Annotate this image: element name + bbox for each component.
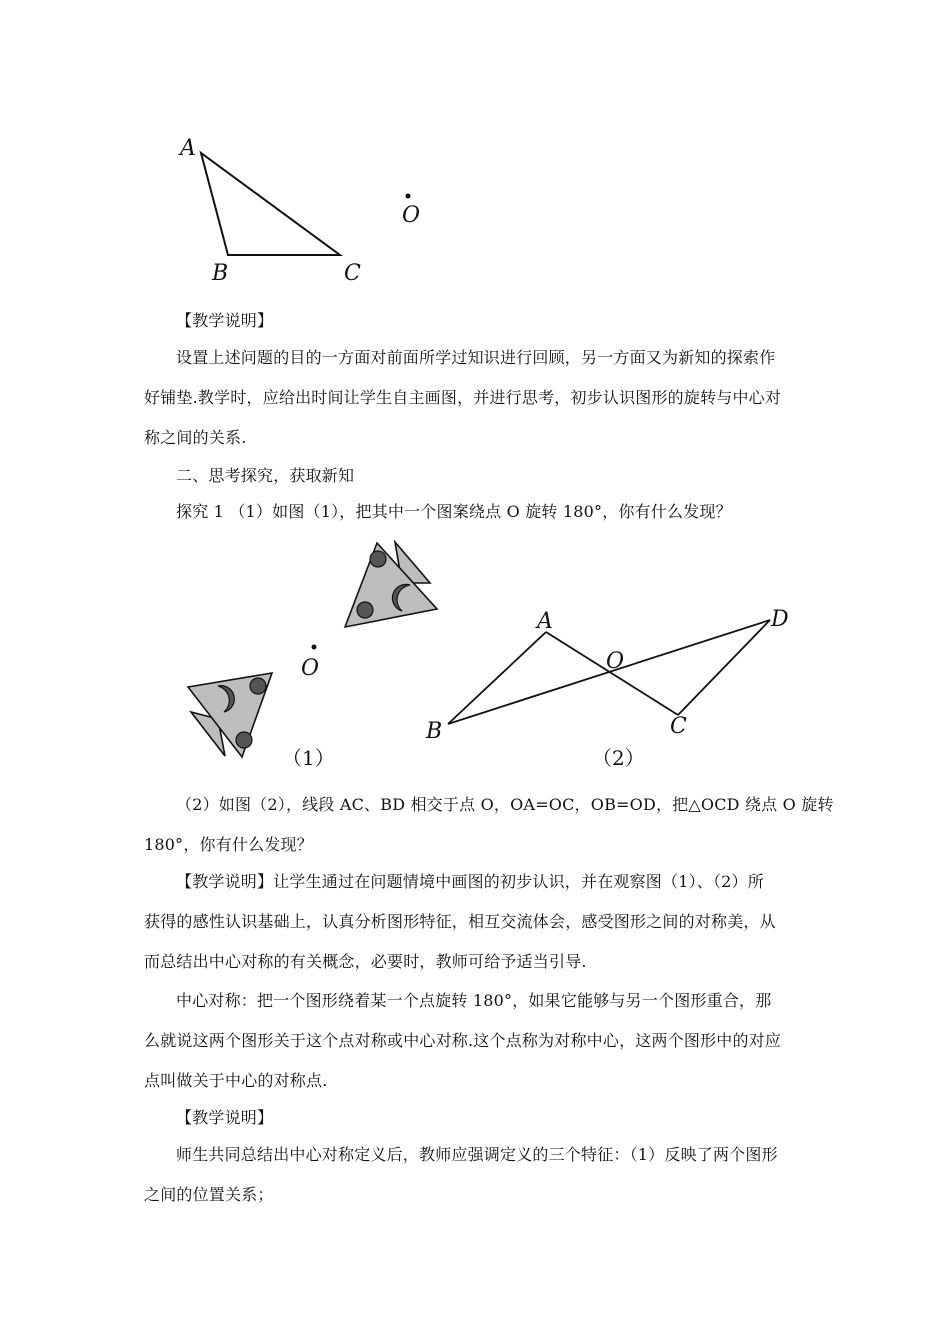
- section-heading-2: 二、思考探究，获取新知: [176, 466, 355, 485]
- figure-2-caption: （2）: [592, 746, 645, 770]
- segment-ba: [448, 632, 546, 724]
- definition-line-3: 点叫做关于中心的对称点.: [144, 1071, 328, 1090]
- definition-line-2: 么就说这两个图形关于这个点对称或中心对称.这个点称为对称中心，这两个图形中的对应: [144, 1031, 782, 1050]
- heading-teaching-note-1: 【教学说明】: [176, 311, 274, 330]
- figure-2-label-d: D: [771, 607, 789, 632]
- label-b: B: [212, 261, 229, 286]
- label-a: A: [180, 136, 196, 161]
- paragraph-3-line-1: 师生共同总结出中心对称定义后，教师应强调定义的三个特征：（1）反映了两个图形: [176, 1145, 778, 1164]
- question-2-line-1: （2）如图（2），线段 AC、BD 相交于点 O，OA=OC，OB=OD，把△OCD 绕点 O 旋转: [176, 795, 834, 814]
- paragraph-1-line-2: 好铺垫.教学时，应给出时间让学生自主画图，并进行思考，初步认识图形的旋转与中心对: [144, 388, 782, 407]
- paragraph-1-line-1: 设置上述问题的目的一方面对前面所学过知识进行回顾，另一方面又为新知的探索作: [176, 348, 776, 367]
- definition-line-1: 中心对称：把一个图形绕着某一个点旋转 180°，如果它能够与另一个图形重合，那: [176, 991, 772, 1010]
- paragraph-3-line-2: 之间的位置关系；: [144, 1185, 274, 1204]
- teaching-note-2-line-3: 而总结出中心对称的有关概念，必要时，教师可给予适当引导.: [144, 952, 587, 971]
- teaching-note-2-line-1: 【教学说明】让学生通过在问题情境中画图的初步认识，并在观察图（1）、（2）所: [176, 872, 764, 891]
- figure-2-label-c: C: [670, 714, 687, 739]
- explore-1-text: 探究 1 （1）如图（1），把其中一个图案绕点 O 旋转 180°，你有什么发现？: [176, 502, 732, 521]
- figure-1-caption: （1）: [282, 746, 335, 770]
- label-c: C: [344, 261, 361, 286]
- figure-1-point-o-dot: [312, 645, 317, 650]
- teaching-note-2-line-2: 获得的感性认识基础上，认真分析图形特征，相互交流体会，感受图形之间的对称美，从: [144, 912, 776, 931]
- label-o: O: [402, 203, 421, 228]
- question-2-line-2: 180°，你有什么发现？: [144, 835, 313, 854]
- triangle-abc-figure: [160, 130, 460, 290]
- point-o-dot: [406, 194, 411, 199]
- paragraph-1-line-3: 称之间的关系.: [144, 428, 247, 447]
- figure-2-label-o: O: [606, 649, 625, 674]
- figure-2-intersecting-segments: [420, 600, 800, 775]
- heading-teaching-note-3: 【教学说明】: [176, 1108, 274, 1127]
- triangle-abc: [201, 153, 340, 255]
- figure-2-label-a: A: [537, 609, 553, 634]
- figure-1-rotation-patterns: [180, 535, 443, 775]
- figure-1-label-o: O: [301, 656, 320, 681]
- figure-2-label-b: B: [426, 719, 443, 744]
- lower-pattern: [188, 673, 272, 757]
